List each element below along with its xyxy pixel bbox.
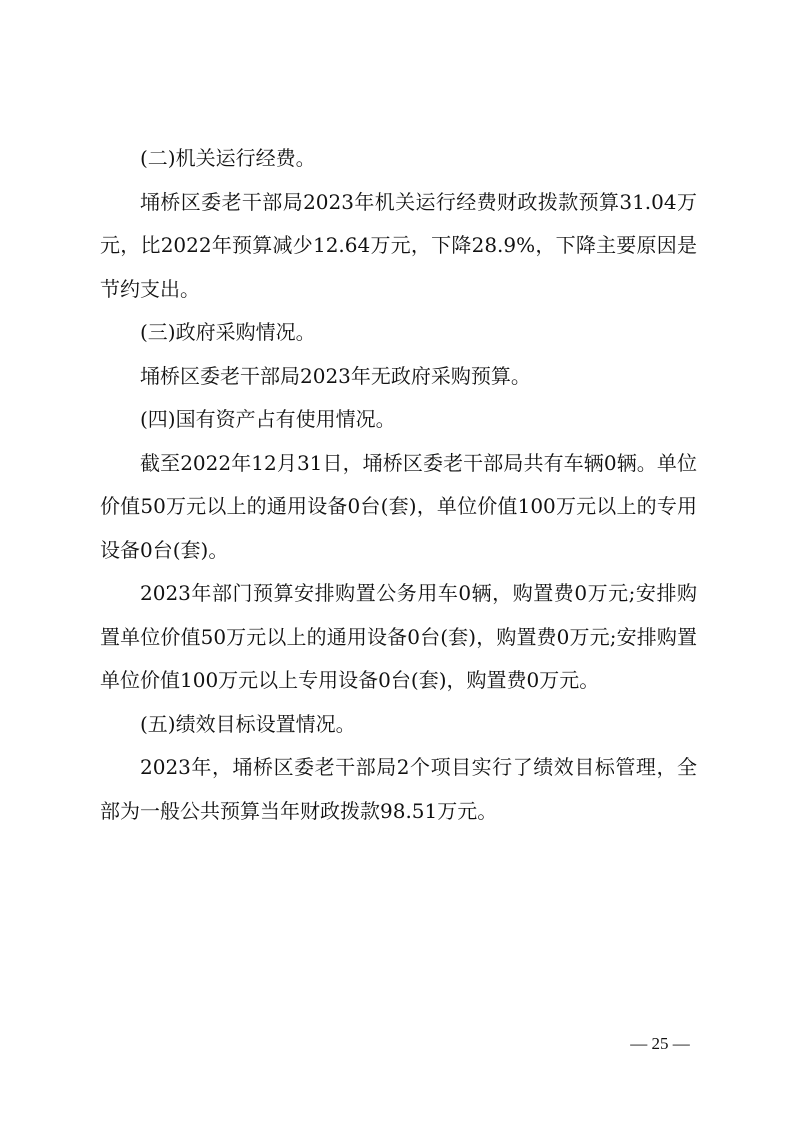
- performance-targets-paragraph: 2023年，埇桥区委老干部局2个项目实行了绩效目标管理，全部为一般公共预算当年财政拨款98.51万元。: [100, 755, 697, 823]
- section-heading-operating-expenses: (二)机关运行经费。: [140, 146, 316, 170]
- vehicle-equipment-budget-paragraph: 2023年部门预算安排购置公务用车0辆，购置费0万元;安排购置单位价值50万元以上的通用设备0台(套)，购置费0万元;安排购置单位价值100万元以上专用设备0台(套)，购置费0万元。: [100, 581, 697, 692]
- state-assets-paragraph: 截至2022年12月31日，埇桥区委老干部局共有车辆0辆。单位价值50万元以上的通用设备0台(套)，单位价值100万元以上的专用设备0台(套)。: [100, 450, 697, 562]
- section-heading-government-procurement: (三)政府采购情况。: [140, 320, 316, 344]
- document-body: [100, 137, 697, 833]
- page-number: — 25 —: [630, 1034, 690, 1053]
- operating-expenses-paragraph: 埇桥区委老干部局2023年机关运行经费财政拨款预算31.04万元，比2022年预算减少12.64万元，下降28.9%，下降主要原因是节约支出。: [100, 189, 697, 301]
- section-heading-state-assets: (四)国有资产占有使用情况。: [140, 407, 396, 431]
- government-procurement-paragraph: 埇桥区委老干部局2023年无政府采购预算。: [140, 363, 531, 388]
- section-heading-performance-targets: (五)绩效目标设置情况。: [140, 711, 356, 736]
